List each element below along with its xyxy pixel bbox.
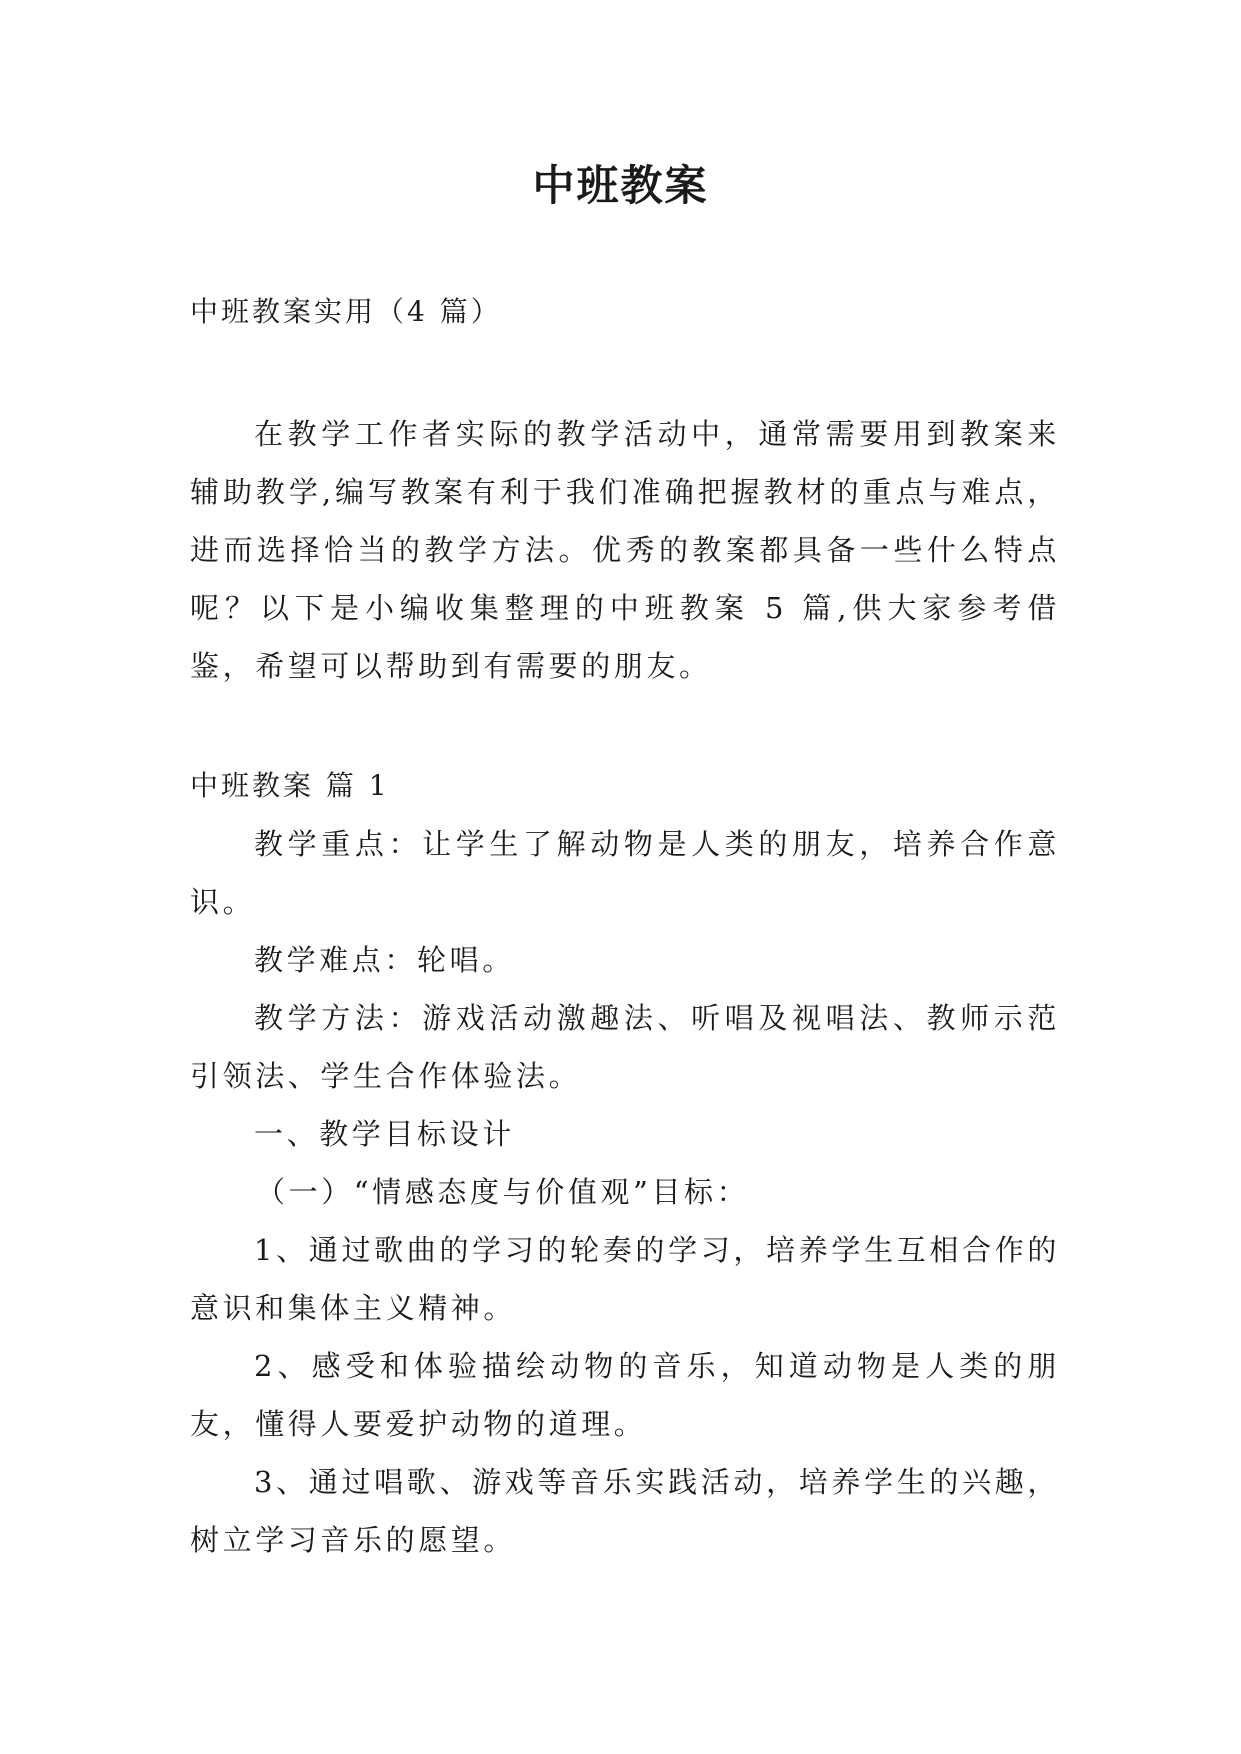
document-subtitle: 中班教案实用（4 篇） (190, 295, 502, 328)
teaching-methods-paragraph: 教学方法：游戏活动激趣法、听唱及视唱法、教师示范引领法、学生合作体验法。 (190, 1001, 1060, 1093)
section-heading: 中班教案 篇 1 (190, 769, 390, 802)
teaching-difficulty-paragraph: 教学难点：轮唱。 (254, 943, 515, 977)
teaching-focus-paragraph: 教学重点：让学生了解动物是人类的朋友，培养合作意识。 (190, 827, 1060, 919)
intro-paragraph: 在教学工作者实际的教学活动中，通常需要用到教案来辅助教学,编写教案有利于我们准确把握教材的重点与难点，进而选择恰当的教学方法。优秀的教案都具备一些什么特点呢？以下是小编收集整理的中班教案 5 篇,供大家参考借鉴，希望可以帮助到有需要的朋友。 (190, 417, 1060, 683)
objective-item-3: 3、通过唱歌、游戏等音乐实践活动，培养学生的兴趣，树立学习音乐的愿望。 (190, 1465, 1060, 1557)
objective-item-1: 1、通过歌曲的学习的轮奏的学习，培养学生互相合作的意识和集体主义精神。 (190, 1233, 1060, 1325)
objectives-heading: 一、教学目标设计 (254, 1117, 515, 1151)
objective-item-2: 2、感受和体验描绘动物的音乐，知道动物是人类的朋友，懂得人要爱护动物的道理。 (190, 1349, 1060, 1441)
page-title: 中班教案 (532, 161, 709, 210)
objective-subheading: （一）“情感态度与价值观”目标： (256, 1175, 750, 1209)
lesson-section (190, 757, 1060, 1569)
